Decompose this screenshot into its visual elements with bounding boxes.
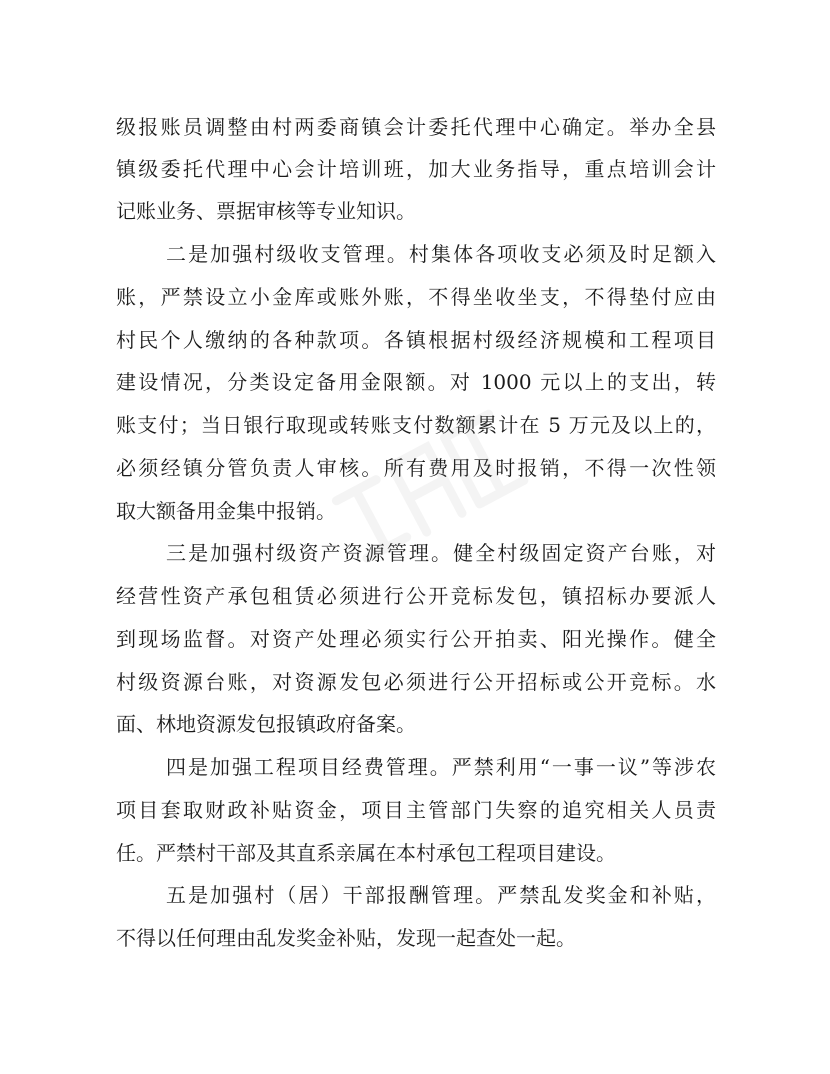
text-line: 建设情况，分类设定备用金限额。对 1000 元以上的支出，转	[116, 370, 716, 394]
text-line: 账支付；当日银行取现或转账支付数额累计在 5 万元及以上的，	[116, 413, 716, 437]
text-line: 面、林地资源发包报镇政府备案。	[116, 712, 416, 736]
text-line: 经营性资产承包租赁必须进行公开竞标发包，镇招标办要派人	[116, 584, 716, 608]
text-line: 账，严禁设立小金库或账外账，不得坐收坐支，不得垫付应由	[116, 285, 716, 309]
text-line: 二是加强村级收支管理。村集体各项收支必须及时足额入	[166, 242, 716, 266]
text-line: 村民个人缴纳的各种款项。各镇根据村级经济规模和工程项目	[116, 328, 716, 352]
text-line: 不得以任何理由乱发奖金补贴，发现一起查处一起。	[116, 926, 576, 950]
text-line: 项目套取财政补贴资金，项目主管部门失察的追究相关人员责	[116, 798, 716, 822]
text-line: 四是加强工程项目经费管理。严禁利用“一事一议”等涉农	[166, 755, 716, 779]
text-line: 三是加强村级资产资源管理。健全村级固定资产台账，对	[166, 541, 716, 565]
text-line: 级报账员调整由村两委商镇会计委托代理中心确定。举办全县	[116, 115, 716, 139]
text-line: 记账业务、票据审核等专业知识。	[116, 199, 416, 223]
text-line: 取大额备用金集中报销。	[116, 499, 336, 523]
text-line: 村级资源台账，对资源发包必须进行公开招标或公开竞标。水	[116, 670, 716, 694]
text-line: 五是加强村（居）干部报酬管理。严禁乱发奖金和补贴，	[166, 883, 716, 907]
text-line: 到现场监督。对资产处理必须实行公开拍卖、阳光操作。健全	[116, 627, 716, 651]
text-line: 任。严禁村干部及其直系亲属在本村承包工程项目建设。	[116, 841, 616, 865]
text-line: 镇级委托代理中心会计培训班，加大业务指导，重点培训会计	[116, 157, 716, 181]
text-line: 必须经镇分管负责人审核。所有费用及时报销，不得一次性领	[116, 456, 716, 480]
